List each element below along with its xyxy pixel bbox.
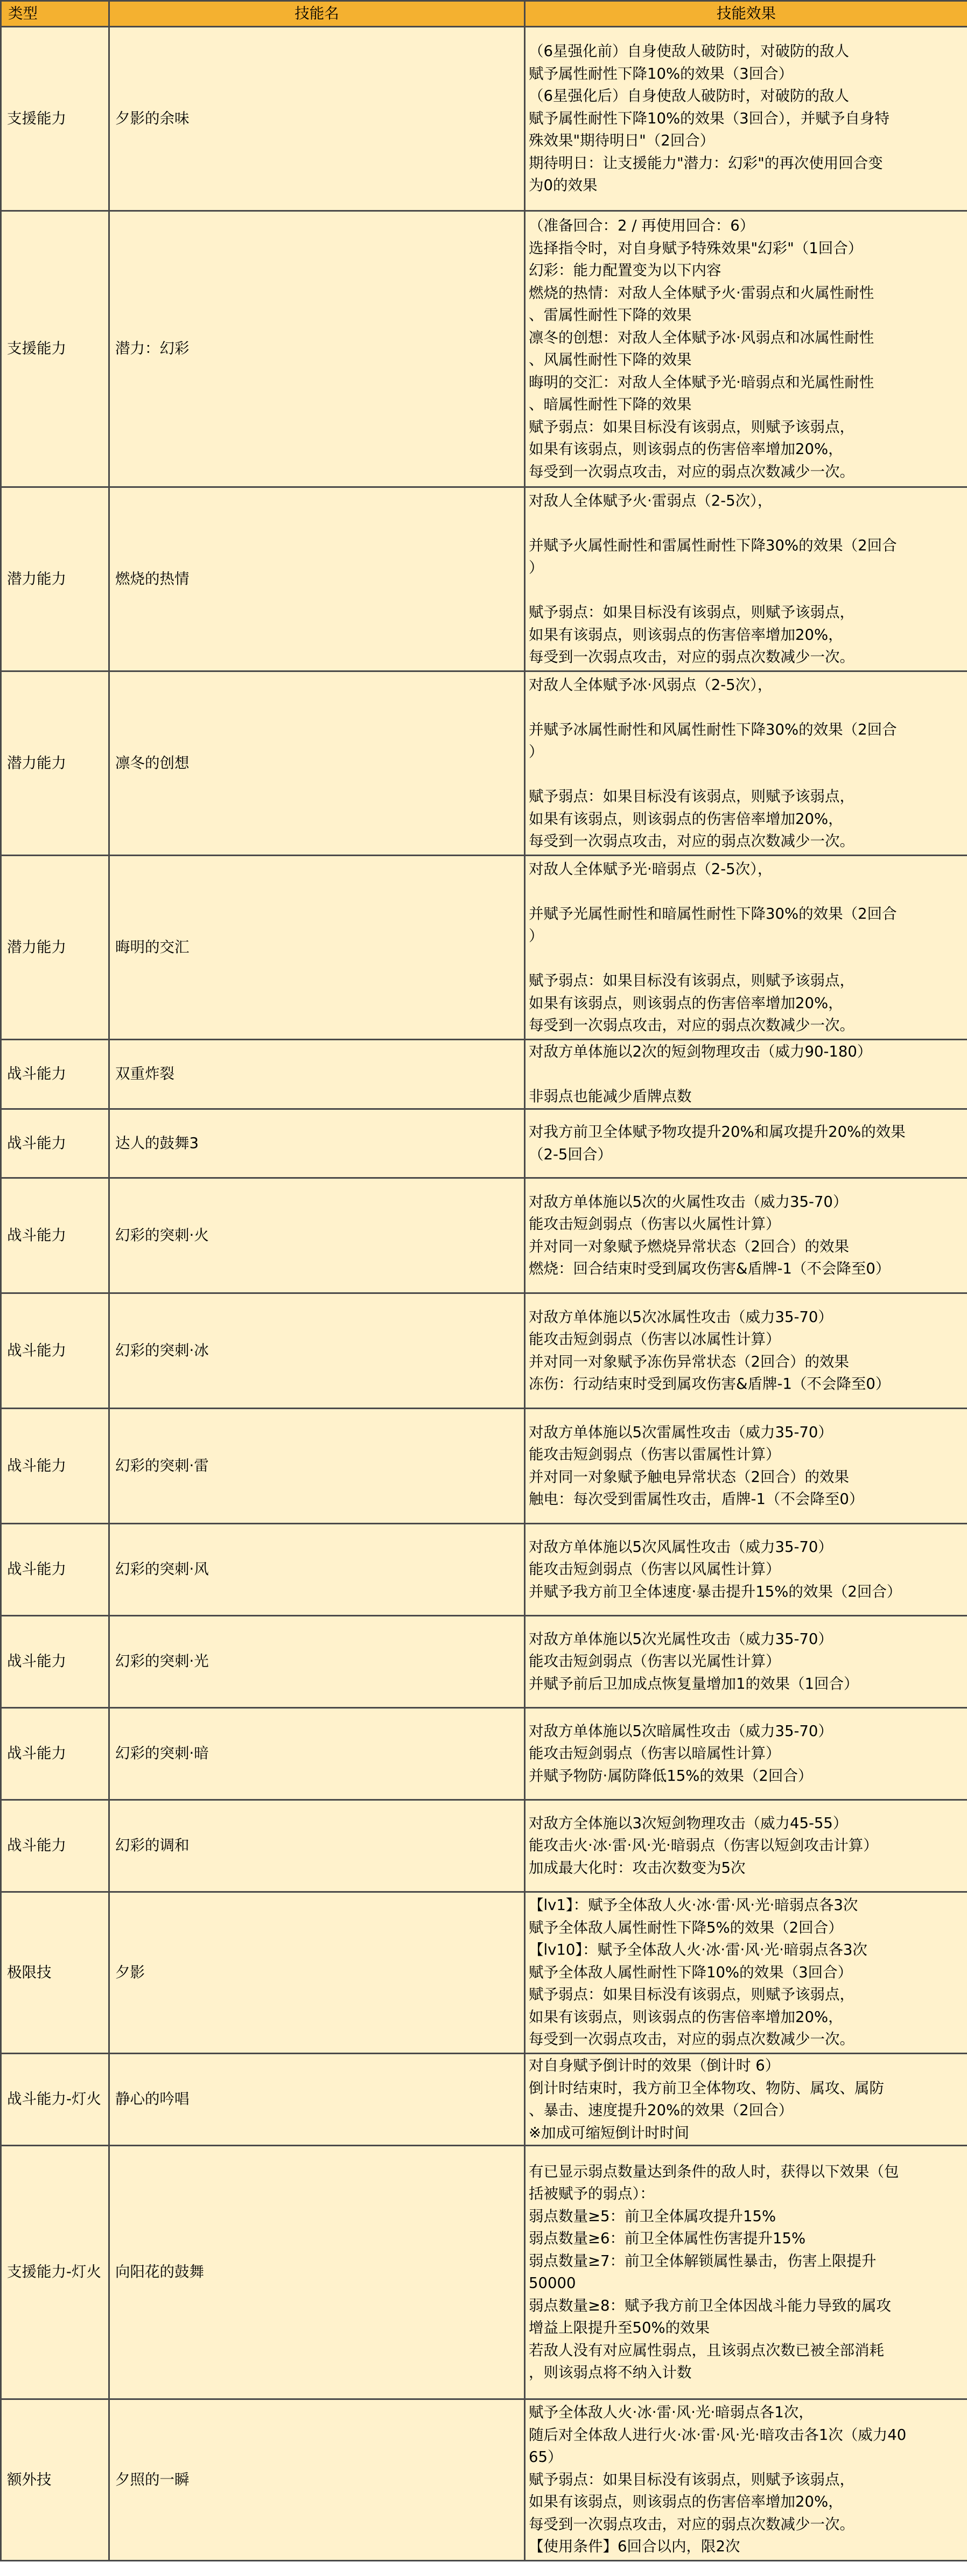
skill-type: 战斗能力 [1,1109,109,1178]
skill-name: 燃烧的热情 [109,487,525,671]
skill-type: 极限技 [1,1892,109,2054]
skill-type: 潜力能力 [1,487,109,671]
table-row [1,487,967,671]
skill-name: 幻彩的突刺·冰 [109,1293,525,1409]
skill-name: 幻彩的突刺·光 [109,1616,525,1708]
skill-effect: 对敌方单体施以5次光属性攻击（威力35-70） 能攻击短剑弱点（伤害以光属性计算） 并赋予前后卫加成点恢复量增加1的效果（1回合） [525,1616,967,1708]
table-row [1,1293,967,1409]
skill-name: 幻彩的突刺·雷 [109,1409,525,1524]
table-row [1,1708,967,1800]
skill-name: 幻彩的突刺·暗 [109,1708,525,1800]
skill-type: 支援能力 [1,211,109,487]
skill-effect: 有已显示弱点数量达到条件的敌人时，获得以下效果（包 括被赋予的弱点）： 弱点数量≥5：前卫全体属攻提升15% 弱点数量≥6：前卫全体属性伤害提升15% 弱点数量≥7：前卫全体解锁属性暴击，伤害上限提升 50000 弱点数量≥8：赋予我方前卫全体因战斗能力导致的属攻 增益上限提升至50%的效果 若敌人没有对应属性弱点，且该弱点次数已被全部消耗 ，则该弱点将不纳入计数 [525,2146,967,2399]
skill-name: 夕照的一瞬 [109,2399,525,2561]
skill-effect: 对自身赋予倒计时的效果（倒计时 6） 倒计时结束时，我方前卫全体物攻、物防、属攻、属防 、暴击、速度提升20%的效果（2回合） ※加成可缩短倒计时时间 [525,2054,967,2146]
table-row [1,1524,967,1616]
skill-name: 凛冬的创想 [109,671,525,856]
skill-name: 潜力：幻彩 [109,211,525,487]
skill-name: 幻彩的突刺·火 [109,1178,525,1293]
table-row [1,1178,967,1293]
skill-name: 达人的鼓舞3 [109,1109,525,1178]
header-row [1,1,967,27]
skill-effect: 对敌人全体赋予冰·风弱点（2-5次）， 并赋予冰属性耐性和风属性耐性下降30%的效果（2回合 ） 赋予弱点：如果目标没有该弱点，则赋予该弱点， 如果有该弱点，则该弱点的伤害倍率增加20%， 每受到一次弱点攻击，对应的弱点次数减少一次。 [525,671,967,856]
skill-name: 向阳花的鼓舞 [109,2146,525,2399]
table-row [1,2399,967,2561]
skill-type: 战斗能力 [1,1178,109,1293]
table-row [1,27,967,211]
skill-type: 潜力能力 [1,671,109,856]
skill-type: 支援能力-灯火 [1,2146,109,2399]
skill-effect: 赋予全体敌人火·冰·雷·风·光·暗弱点各1次， 随后对全体敌人进行火·冰·雷·风·光·暗攻击各1次（威力40 65） 赋予弱点：如果目标没有该弱点，则赋予该弱点， 如果有该弱点，则该弱点的伤害倍率增加20%， 每受到一次弱点攻击，对应的弱点次数减少一次。 【使用条件】6回合以内，限2次 [525,2399,967,2561]
table-row [1,2054,967,2146]
header-type: 类型 [1,1,109,27]
header-effect: 技能效果 [525,1,967,27]
table-row [1,1616,967,1708]
table-row [1,1109,967,1178]
skill-name: 幻彩的调和 [109,1800,525,1892]
table-row [1,671,967,856]
skill-name: 双重炸裂 [109,1040,525,1109]
skill-type: 战斗能力 [1,1708,109,1800]
skill-type: 战斗能力 [1,1616,109,1708]
skill-effect: （准备回合：2 / 再使用回合：6） 选择指令时，对自身赋予特殊效果"幻彩"（1回合） 幻彩：能力配置变为以下内容 燃烧的热情：对敌人全体赋予火·雷弱点和火属性耐性 、雷属性耐性下降的效果 凛冬的创想：对敌人全体赋予冰·风弱点和冰属性耐性 、风属性耐性下降的效果 晦明的交汇：对敌人全体赋予光·暗弱点和光属性耐性 、暗属性耐性下降的效果 赋予弱点：如果目标没有该弱点，则赋予该弱点， 如果有该弱点，则该弱点的伤害倍率增加20%， 每受到一次弱点攻击，对应的弱点次数减少一次。 [525,211,967,487]
table-row [1,1040,967,1109]
skill-effect: 对敌方单体施以5次风属性攻击（威力35-70） 能攻击短剑弱点（伤害以风属性计算） 并赋予我方前卫全体速度·暴击提升15%的效果（2回合） [525,1524,967,1616]
skill-effect: 对敌人全体赋予火·雷弱点（2-5次）， 并赋予火属性耐性和雷属性耐性下降30%的效果（2回合 ） 赋予弱点：如果目标没有该弱点，则赋予该弱点， 如果有该弱点，则该弱点的伤害倍率增加20%， 每受到一次弱点攻击，对应的弱点次数减少一次。 [525,487,967,671]
skill-effect: 【lv1】：赋予全体敌人火·冰·雷·风·光·暗弱点各3次 赋予全体敌人属性耐性下降5%的效果（2回合） 【lv10】：赋予全体敌人火·冰·雷·风·光·暗弱点各3次 赋予全体敌人属性耐性下降10%的效果（3回合） 赋予弱点：如果目标没有该弱点，则赋予该弱点， 如果有该弱点，则该弱点的伤害倍率增加20%， 每受到一次弱点攻击，对应的弱点次数减少一次。 [525,1892,967,2054]
skill-type: 潜力能力 [1,856,109,1040]
skill-name: 静心的吟唱 [109,2054,525,2146]
skill-effect: 对敌方单体施以5次冰属性攻击（威力35-70） 能攻击短剑弱点（伤害以冰属性计算） 并对同一对象赋予冻伤异常状态（2回合）的效果 冻伤：行动结束时受到属攻伤害&盾牌-1（不会降至0） [525,1293,967,1409]
skill-effect: 对敌方单体施以5次的火属性攻击（威力35-70） 能攻击短剑弱点（伤害以火属性计算） 并对同一对象赋予燃烧异常状态（2回合）的效果 燃烧：回合结束时受到属攻伤害&盾牌-1（不会降至0） [525,1178,967,1293]
skill-effect: 对敌方单体施以5次暗属性攻击（威力35-70） 能攻击短剑弱点（伤害以暗属性计算） 并赋予物防·属防降低15%的效果（2回合） [525,1708,967,1800]
skill-name: 夕影的余味 [109,27,525,211]
skill-type: 战斗能力-灯火 [1,2054,109,2146]
skill-effect: 对我方前卫全体赋予物攻提升20%和属攻提升20%的效果 （2-5回合） [525,1109,967,1178]
table-row [1,1892,967,2054]
skill-effect: 对敌方全体施以3次短剑物理攻击（威力45-55） 能攻击火·冰·雷·风·光·暗弱点（伤害以短剑攻击计算） 加成最大化时：攻击次数变为5次 [525,1800,967,1892]
skill-type: 战斗能力 [1,1524,109,1616]
skill-type: 额外技 [1,2399,109,2561]
skill-type: 战斗能力 [1,1800,109,1892]
skill-effect: 对敌方单体施以2次的短剑物理攻击（威力90-180） 非弱点也能减少盾牌点数 [525,1040,967,1109]
skill-type: 战斗能力 [1,1040,109,1109]
skill-type: 支援能力 [1,27,109,211]
skill-type: 战斗能力 [1,1293,109,1409]
skill-name: 夕影 [109,1892,525,2054]
header-name: 技能名 [109,1,525,27]
table-row [1,1800,967,1892]
table-row [1,1409,967,1524]
table-row [1,2146,967,2399]
skill-type: 战斗能力 [1,1409,109,1524]
skill-name: 晦明的交汇 [109,856,525,1040]
table-row [1,211,967,487]
skill-name: 幻彩的突刺·风 [109,1524,525,1616]
skill-effect: （6星强化前）自身使敌人破防时，对破防的敌人 赋予属性耐性下降10%的效果（3回合） （6星强化后）自身使敌人破防时，对破防的敌人 赋予属性耐性下降10%的效果（3回合），并赋予自身特 殊效果"期待明日"（2回合） 期待明日：让支援能力"潜力：幻彩"的再次使用回合变 为0的效果 [525,27,967,211]
skill-effect: 对敌方单体施以5次雷属性攻击（威力35-70） 能攻击短剑弱点（伤害以雷属性计算） 并对同一对象赋予触电异常状态（2回合）的效果 触电：每次受到雷属性攻击，盾牌-1（不会降至0） [525,1409,967,1524]
skill-effect: 对敌人全体赋予光·暗弱点（2-5次）， 并赋予光属性耐性和暗属性耐性下降30%的效果（2回合 ） 赋予弱点：如果目标没有该弱点，则赋予该弱点， 如果有该弱点，则该弱点的伤害倍率增加20%， 每受到一次弱点攻击，对应的弱点次数减少一次。 [525,856,967,1040]
table-row [1,856,967,1040]
